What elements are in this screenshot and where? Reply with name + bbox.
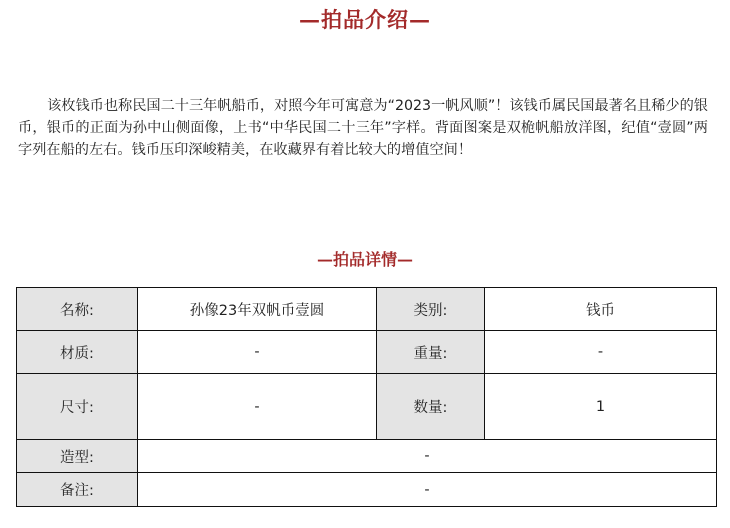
- quantity-value: 1: [485, 374, 717, 440]
- shape-value: -: [138, 440, 717, 473]
- intro-paragraph: 该枚钱币也称民国二十三年帆船币，对照今年可寓意为“2023一帆风顺”！该钱币属民国最著名且稀少的银币，银币的正面为孙中山侧面像，上书“中华民国二十三年”字样。背面图案是双桅帆船放洋图，纪值“壹圆”两字列在船的左右。钱币压印深峻精美，在收藏界有着比较大的增值空间！: [18, 98, 708, 158]
- shape-label: 造型:: [17, 440, 138, 473]
- table-row: [17, 288, 717, 331]
- table-row: [17, 473, 717, 507]
- weight-value: -: [485, 331, 717, 374]
- details-title: —拍品详情—: [316, 250, 413, 269]
- remarks-value: -: [138, 473, 717, 507]
- material-label: 材质:: [17, 331, 138, 374]
- details-table: [16, 287, 717, 507]
- remarks-label: 备注:: [17, 473, 138, 507]
- size-label: 尺寸:: [17, 374, 138, 440]
- table-row: [17, 440, 717, 473]
- table-row: [17, 374, 717, 440]
- weight-label: 重量:: [377, 331, 485, 374]
- table-row: [17, 331, 717, 374]
- category-label: 类别:: [377, 288, 485, 331]
- category-value: 钱币: [485, 288, 717, 331]
- size-value: -: [138, 374, 377, 440]
- page-title: —拍品介绍—: [299, 7, 431, 32]
- material-value: -: [138, 331, 377, 374]
- quantity-label: 数量:: [377, 374, 485, 440]
- name-label: 名称:: [17, 288, 138, 331]
- name-value: 孙像23年双帆币壹圆: [138, 288, 377, 331]
